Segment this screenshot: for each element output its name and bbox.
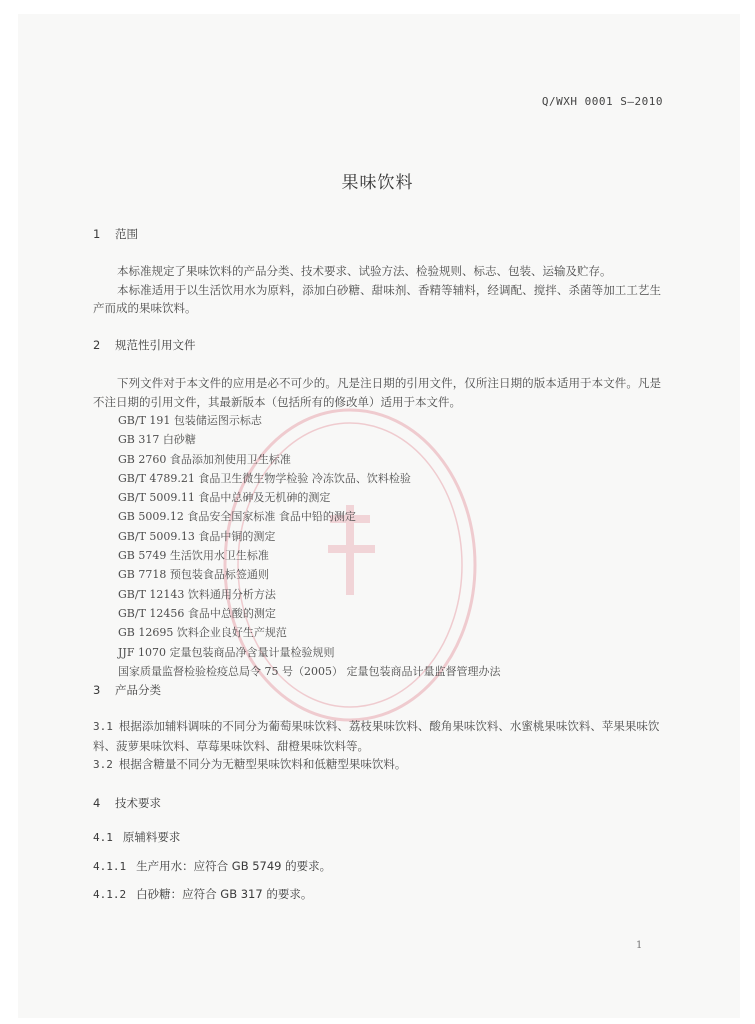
standard-code: Q/WXH 0001 S—2010 [541,95,663,108]
reference-list [118,411,500,681]
clause-number: 4.1 [93,831,113,844]
section-number: 3 [93,683,101,697]
paragraph: 本标准适用于以生活饮用水为原料，添加白砂糖、甜味剂、香精等辅料，经调配、搅拌、杀菌等加工工艺生产而成的果味饮料。 [93,282,661,315]
page-number: 1 [636,940,643,951]
reference-item: 国家质量监督检验检疫总局令 75 号（2005） 定量包装商品计量监督管理办法 [118,664,501,678]
reference-item: GB/T 5009.13 食品中铜的测定 [118,529,276,543]
clause-text: 根据含糖量不同分为无糖型果味饮料和低糖型果味饮料。 [118,757,407,771]
section-3-heading [93,682,161,698]
clause-number: 3.1 [93,720,113,733]
reference-item: GB/T 12456 食品中总酸的测定 [118,606,276,620]
section-1-body [93,262,661,318]
reference-item: GB 317 白砂糖 [118,433,196,447]
section-title: 范围 [115,227,138,241]
reference-item: GB/T 191 包装储运图示标志 [118,414,262,427]
reference-item: GB 7718 预包装食品标签通则 [118,568,269,582]
clause-4-1-1 [93,858,331,874]
clause-3-2 [93,755,661,775]
clause-text: 根据添加辅料调味的不同分为葡萄果味饮料、荔枝果味饮料、酸角果味饮料、水蜜桃果味饮料、苹果果味饮料、菠萝果味饮料、草莓果味饮料、甜橙果味饮料等。 [93,719,660,753]
reference-item: GB 5749 生活饮用水卫生标准 [118,549,269,563]
section-4-heading [93,795,161,811]
clause-3-1 [93,717,661,755]
section-title: 技术要求 [115,796,161,810]
paragraph: 本标准规定了果味饮料的产品分类、技术要求、试验方法、检验规则、标志、包装、运输及贮存。 [117,264,612,278]
section-1-heading [93,226,138,242]
clause-4-1-heading [93,829,180,845]
document-title: 果味饮料 [341,173,414,193]
paragraph: 下列文件对于本文件的应用是必不可少的。凡是注日期的引用文件，仅所注日期的版本适用于本文件。凡是不注日期的引用文件，其最新版本（包括所有的修改单）适用于本文件。 [93,376,661,409]
clause-number: 4.1.2 [93,888,127,901]
reference-item: GB 5009.12 食品安全国家标准 食品中铅的测定 [118,510,356,524]
reference-item: GB 12695 饮料企业良好生产规范 [118,626,287,640]
clause-4-1-2 [93,886,312,902]
clause-text: 生产用水：应符合 GB 5749 的要求。 [136,859,332,873]
reference-item: GB/T 4789.21 食品卫生微生物学检验 冷冻饮品、饮料检验 [118,471,411,485]
section-number: 4 [93,796,101,810]
section-number: 1 [93,227,101,241]
clause-number: 4.1.1 [93,860,127,873]
reference-item: GB/T 12143 饮料通用分析方法 [118,587,276,601]
section-number: 2 [93,338,101,352]
section-2-heading [93,337,196,353]
section-title: 产品分类 [115,683,161,697]
reference-item: JJF 1070 定量包装商品净含量计量检验规则 [118,645,335,659]
reference-item: GB/T 5009.11 食品中总砷及无机砷的测定 [118,491,331,505]
clause-text: 白砂糖：应符合 GB 317 的要求。 [136,887,313,901]
section-2-body [93,374,661,411]
clause-title: 原辅料要求 [122,830,181,844]
reference-item: GB 2760 食品添加剂使用卫生标准 [118,452,291,466]
section-title: 规范性引用文件 [115,338,196,352]
clause-number: 3.2 [93,758,113,771]
